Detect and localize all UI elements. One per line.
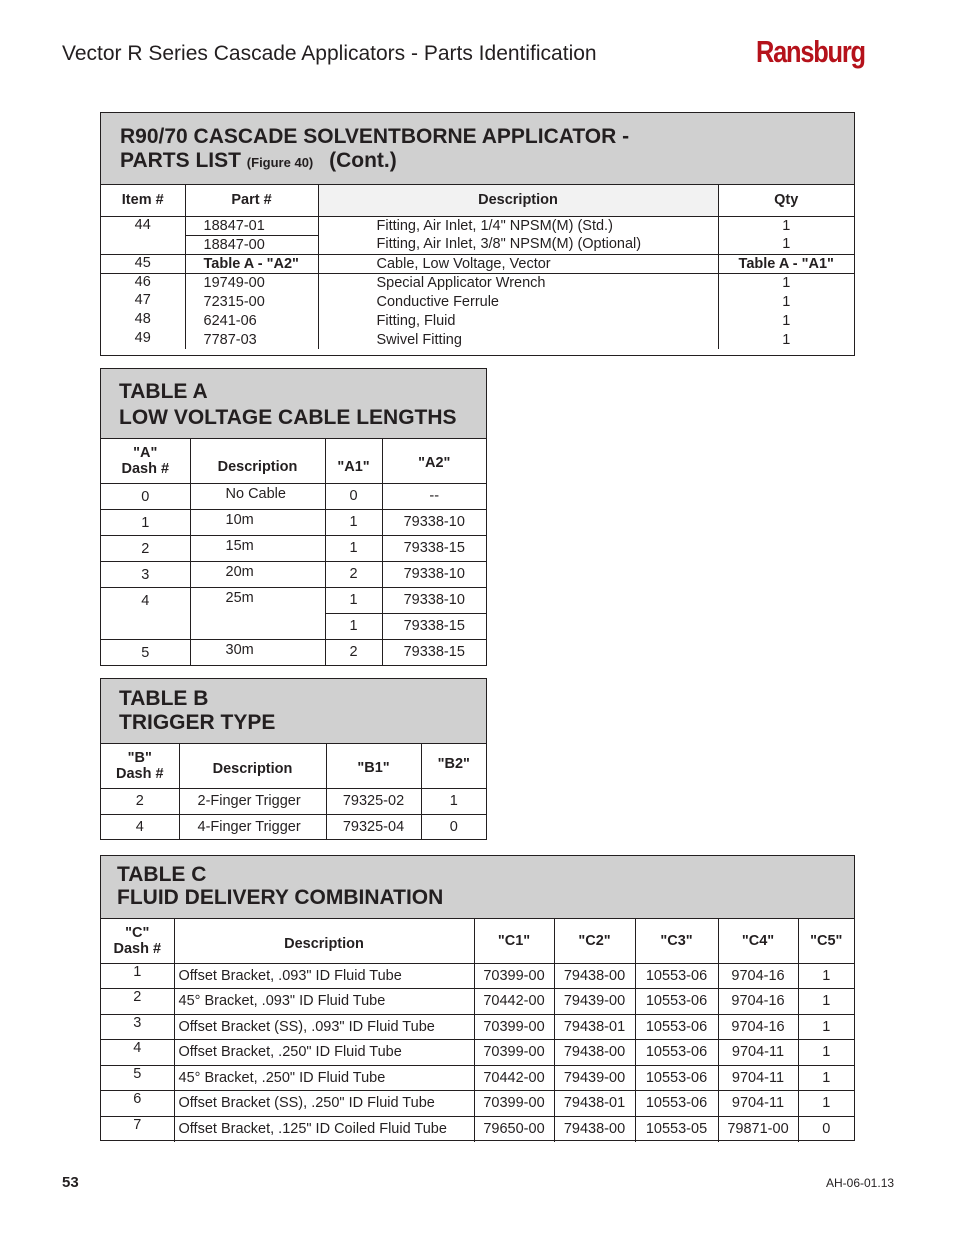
parts-list-row	[101, 216, 854, 235]
c1-value: 79650-00	[474, 1116, 554, 1142]
c2-value: 79438-00	[554, 963, 635, 989]
parts-list-title-main: PARTS LIST	[120, 149, 241, 172]
table-c-col-c4: "C4"	[718, 919, 798, 963]
page-number: 53	[62, 1174, 79, 1191]
table-c-row	[101, 989, 854, 1015]
dash-number: 1	[101, 509, 190, 535]
c5-value: 1	[798, 989, 854, 1015]
table-c-row	[101, 1014, 854, 1040]
dash-number: 1	[101, 963, 174, 989]
part-qty: 1	[782, 293, 791, 310]
fluid-description: Offset Bracket (SS), .250" ID Fluid Tube	[174, 1091, 474, 1117]
dash-number: 3	[101, 561, 190, 587]
c2-value: 79438-00	[554, 1040, 635, 1066]
c5-value: 1	[798, 1091, 854, 1117]
table-c-grid	[101, 919, 854, 1142]
table-a-col-dash	[101, 439, 190, 483]
c5-value: 0	[798, 1116, 854, 1142]
c3-value: 10553-06	[635, 1014, 718, 1040]
a1-value: 2	[325, 639, 382, 665]
table-b-col-b1: "B1"	[326, 744, 421, 788]
a1-value: 1	[325, 509, 382, 535]
parts-list-row	[101, 330, 854, 349]
b2-value: 1	[421, 788, 486, 814]
table-a-row	[101, 587, 486, 613]
part-number: 18847-00	[185, 235, 318, 254]
table-b-title: TABLE B	[119, 687, 209, 710]
col-qty: Qty	[718, 185, 854, 216]
parts-list-row	[101, 254, 854, 273]
dash-number: 2	[101, 788, 179, 814]
c2-value: 79439-00	[554, 1065, 635, 1091]
c1-value: 70442-00	[474, 989, 554, 1015]
table-a-row	[101, 535, 486, 561]
c3-value: 10553-06	[635, 1065, 718, 1091]
b1-value: 79325-02	[326, 788, 421, 814]
c4-value: 9704-11	[718, 1091, 798, 1117]
table-c-box	[100, 855, 855, 1141]
dash-number: 2	[101, 989, 174, 1015]
part-qty: 1	[718, 235, 854, 254]
item-number: 44	[101, 216, 185, 235]
table-b-col-dash	[101, 744, 179, 788]
c1-value: 70399-00	[474, 1040, 554, 1066]
table-c-subtitle: FLUID DELIVERY COMBINATION	[117, 886, 444, 909]
part-description: Fitting, Air Inlet, 1/4" NPSM(M) (Std.)	[318, 216, 718, 235]
fluid-description: Offset Bracket (SS), .093" ID Fluid Tube	[174, 1014, 474, 1040]
table-a-title: TABLE A	[119, 380, 208, 403]
col-part: Part #	[185, 185, 318, 216]
trigger-description: 4-Finger Trigger	[179, 814, 326, 840]
table-a-col-dash-line2: Dash #	[121, 460, 170, 477]
c1-value: 70399-00	[474, 1014, 554, 1040]
table-a-header	[101, 369, 486, 439]
dash-number: 4	[101, 587, 190, 639]
table-b-grid	[101, 744, 486, 840]
c4-value: 9704-11	[718, 1040, 798, 1066]
table-a-row	[101, 639, 486, 665]
a1-value: 2	[325, 561, 382, 587]
part-qty: 1	[782, 312, 791, 329]
table-a-col-dash-line1: "A"	[133, 444, 158, 461]
parts-list-title-line2	[120, 149, 854, 175]
table-c-row	[101, 1091, 854, 1117]
table-b-row	[101, 788, 486, 814]
a2-value: 79338-10	[382, 587, 486, 613]
item-number: 49	[101, 330, 185, 349]
c2-value: 79439-00	[554, 989, 635, 1015]
table-c-row	[101, 1040, 854, 1066]
part-number: 18847-01	[185, 216, 318, 235]
table-a-subtitle: LOW VOLTAGE CABLE LENGTHS	[119, 406, 457, 429]
c1-value: 70399-00	[474, 963, 554, 989]
col-description: Description	[318, 185, 718, 216]
parts-list-title-line1: R90/70 CASCADE SOLVENTBORNE APPLICATOR -	[120, 125, 630, 148]
table-c-col-dash	[101, 919, 174, 963]
c2-value: 79438-01	[554, 1014, 635, 1040]
col-item: Item #	[101, 185, 185, 216]
table-b-box	[100, 678, 487, 840]
parts-list-table	[101, 185, 854, 349]
document-code: AH-06-01.13	[826, 1176, 895, 1190]
dash-number: 4	[101, 814, 179, 840]
table-a-box	[100, 368, 487, 666]
table-a-row	[101, 483, 486, 509]
c3-value: 10553-06	[635, 1040, 718, 1066]
c3-value: 10553-05	[635, 1116, 718, 1142]
part-qty: Table A - "A1"	[718, 254, 854, 273]
cable-description: 15m	[190, 535, 325, 561]
item-number: 48	[101, 311, 185, 330]
part-number: 7787-03	[185, 330, 318, 349]
cable-description: 20m	[190, 561, 325, 587]
c4-value: 9704-16	[718, 1014, 798, 1040]
c3-value: 10553-06	[635, 989, 718, 1015]
c1-value: 70399-00	[474, 1091, 554, 1117]
c2-value: 79438-00	[554, 1116, 635, 1142]
c5-value: 1	[798, 1065, 854, 1091]
parts-list-figure-ref: (Figure 40)	[246, 155, 314, 170]
item-number: 47	[101, 292, 185, 311]
table-c-col-c3: "C3"	[635, 919, 718, 963]
part-description: Special Applicator Wrench	[318, 273, 718, 292]
a1-value: 1	[325, 587, 382, 613]
dash-number: 5	[101, 1065, 174, 1091]
part-description: Conductive Ferrule	[318, 292, 718, 311]
fluid-description: 45° Bracket, .093" ID Fluid Tube	[174, 989, 474, 1015]
c4-value: 9704-11	[718, 1065, 798, 1091]
c4-value: 79871-00	[718, 1116, 798, 1142]
table-a-col-description: Description	[190, 439, 325, 483]
parts-list-row	[101, 235, 854, 254]
table-c-header	[101, 856, 854, 919]
item-number	[101, 235, 185, 254]
fluid-description: 45° Bracket, .250" ID Fluid Tube	[174, 1065, 474, 1091]
cable-description: No Cable	[190, 483, 325, 509]
c4-value: 9704-16	[718, 989, 798, 1015]
cable-description: 10m	[190, 509, 325, 535]
trigger-description: 2-Finger Trigger	[179, 788, 326, 814]
c1-value: 70442-00	[474, 1065, 554, 1091]
a1-value: 0	[325, 483, 382, 509]
part-qty: 1	[782, 331, 791, 348]
parts-list-cont: (Cont.)	[329, 149, 397, 172]
a2-value: 79338-15	[382, 639, 486, 665]
dash-number: 7	[101, 1116, 174, 1142]
table-c-row	[101, 1065, 854, 1091]
table-c-col-dash-line1: "C"	[125, 924, 150, 941]
table-a-col-a2: "A2"	[382, 439, 486, 483]
table-c-row	[101, 963, 854, 989]
a1-value: 1	[325, 613, 382, 639]
dash-number: 4	[101, 1040, 174, 1066]
table-a-grid	[101, 439, 486, 665]
a2-value: --	[382, 483, 486, 509]
brand-logo: Ransburg	[756, 34, 865, 69]
parts-list-row	[101, 273, 854, 292]
c2-value: 79438-01	[554, 1091, 635, 1117]
fluid-description: Offset Bracket, .125" ID Coiled Fluid Tube	[174, 1116, 474, 1142]
page-title: Vector R Series Cascade Applicators - Parts Identification	[62, 42, 597, 65]
dash-number: 2	[101, 535, 190, 561]
part-qty: 1	[782, 217, 791, 234]
fluid-description: Offset Bracket, .093" ID Fluid Tube	[174, 963, 474, 989]
table-b-header	[101, 679, 486, 744]
c3-value: 10553-06	[635, 1091, 718, 1117]
table-b-col-dash-line2: Dash #	[115, 765, 164, 782]
part-number: Table A - "A2"	[185, 254, 318, 273]
table-b-row	[101, 814, 486, 840]
item-number: 45	[101, 254, 185, 273]
table-c-col-dash-line2: Dash #	[113, 940, 162, 957]
b2-value: 0	[421, 814, 486, 840]
dash-number: 3	[101, 1014, 174, 1040]
b1-value: 79325-04	[326, 814, 421, 840]
c5-value: 1	[798, 963, 854, 989]
a2-value: 79338-10	[382, 509, 486, 535]
parts-list-row	[101, 311, 854, 330]
part-description: Swivel Fitting	[318, 330, 718, 349]
part-number: 6241-06	[185, 311, 318, 330]
a2-value: 79338-15	[382, 613, 486, 639]
c5-value: 1	[798, 1040, 854, 1066]
item-number: 46	[101, 273, 185, 292]
cable-description: 30m	[190, 639, 325, 665]
table-c-row	[101, 1116, 854, 1142]
table-b-col-b2: "B2"	[421, 744, 486, 788]
table-b-subtitle: TRIGGER TYPE	[119, 711, 276, 734]
table-a-row	[101, 561, 486, 587]
part-description: Cable, Low Voltage, Vector	[318, 254, 718, 273]
part-qty: 1	[782, 274, 791, 291]
dash-number: 5	[101, 639, 190, 665]
part-number: 19749-00	[185, 273, 318, 292]
part-description: Fitting, Fluid	[318, 311, 718, 330]
table-c-col-c5: "C5"	[798, 919, 854, 963]
parts-list-row	[101, 292, 854, 311]
table-c-col-c2: "C2"	[554, 919, 635, 963]
dash-number: 6	[101, 1091, 174, 1117]
table-b-col-description: Description	[179, 744, 326, 788]
part-number: 72315-00	[185, 292, 318, 311]
c5-value: 1	[798, 1014, 854, 1040]
parts-list-box	[100, 112, 855, 356]
cable-description: 25m	[190, 587, 325, 639]
dash-number: 0	[101, 483, 190, 509]
table-c-col-description: Description	[174, 919, 474, 963]
a2-value: 79338-10	[382, 561, 486, 587]
fluid-description: Offset Bracket, .250" ID Fluid Tube	[174, 1040, 474, 1066]
c3-value: 10553-06	[635, 963, 718, 989]
table-c-title: TABLE C	[117, 863, 207, 886]
a1-value: 1	[325, 535, 382, 561]
table-a-row	[101, 509, 486, 535]
part-description: Fitting, Air Inlet, 3/8" NPSM(M) (Optional)	[318, 235, 718, 254]
c4-value: 9704-16	[718, 963, 798, 989]
table-c-col-c1: "C1"	[474, 919, 554, 963]
table-b-col-dash-line1: "B"	[127, 749, 152, 766]
parts-list-header	[101, 113, 854, 185]
a2-value: 79338-15	[382, 535, 486, 561]
table-a-col-a1: "A1"	[325, 439, 382, 483]
